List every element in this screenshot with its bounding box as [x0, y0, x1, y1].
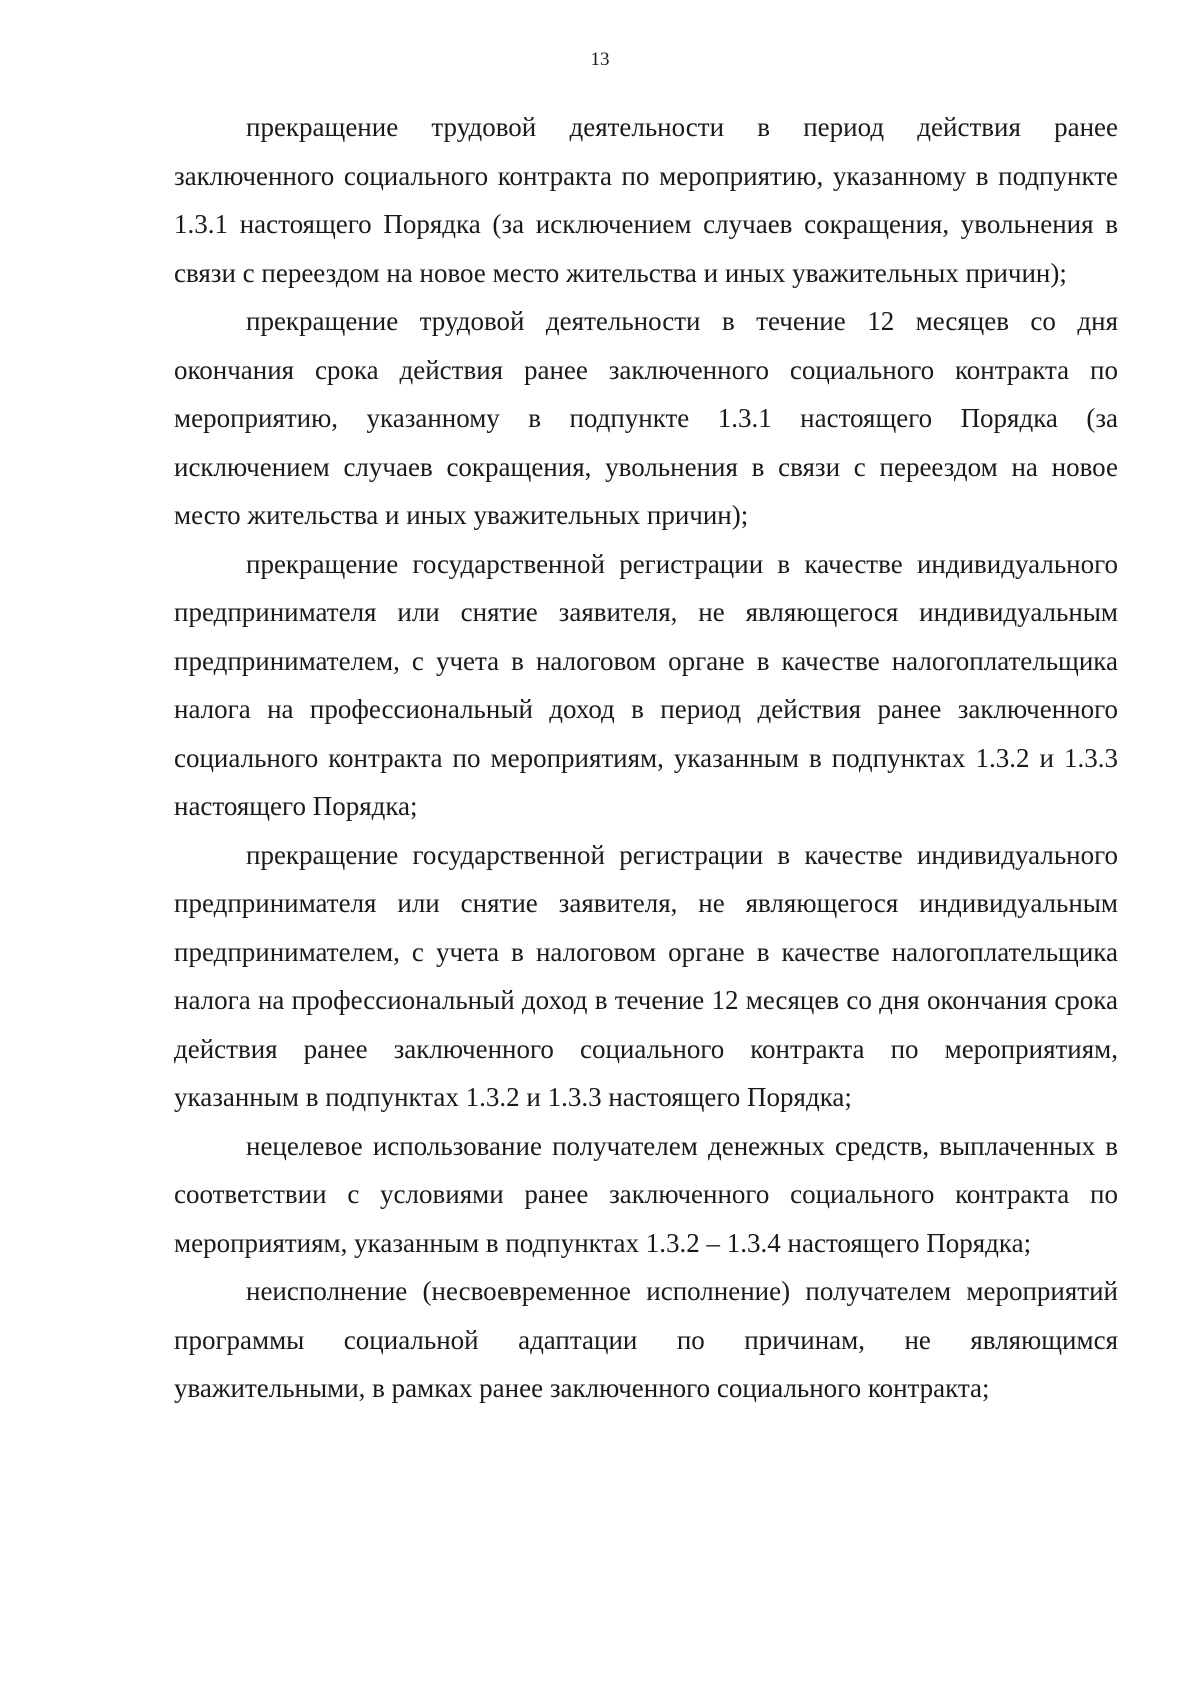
paragraph: прекращение государственной регистрации в качестве индивидуального предпринимателя или снятие заявителя, не являющегося индивидуальным предпринимателем, с учета в налоговом органе в качестве налогоплательщика налога на профессиональный доход в период действия ранее заключенного социального контракта по мероприятиям, указанным в подпунктах 1.3.2 и 1.3.3 настоящего Порядка; — [174, 548, 1118, 821]
page-number: 13 — [590, 49, 610, 70]
paragraph: неисполнение (несвоевременное исполнение) получателем мероприятий программы социальной адаптации по причинам, не являющимся уважительными, в рамках ранее заключенного социального контракта; — [174, 1276, 1118, 1403]
paragraph: прекращение трудовой деятельности в период действия ранее заключенного социального контракта по мероприятию, указанному в подпункте 1.3.1 настоящего Порядка (за исключением случаев сокращения, увольнения в связи с переездом на новое место жительства и иных уважительных причин); — [174, 112, 1118, 288]
paragraph: нецелевое использование получателем денежных средств, выплаченных в соответствии с условиями ранее заключенного социального контракта по мероприятиям, указанным в подпунктах 1.3.2 – 1.3.4 настоящего Порядка; — [174, 1130, 1118, 1258]
paragraph: прекращение трудовой деятельности в течение 12 месяцев со дня окончания срока действия ранее заключенного социального контракта по мероприятию, указанному в подпункте 1.3.1 настоящего Порядка (за исключением случаев сокращения, увольнения в связи с переездом на новое место жительства и иных уважительных причин); — [174, 306, 1118, 530]
paragraph: прекращение государственной регистрации в качестве индивидуального предпринимателя или снятие заявителя, не являющегося индивидуальным предпринимателем, с учета в налоговом органе в качестве налогоплательщика налога на профессиональный доход в течение 12 месяцев со дня окончания срока действия ранее заключенного социального контракта по мероприятиям, указанным в подпунктах 1.3.2 и 1.3.3 настоящего Порядка; — [174, 839, 1118, 1112]
document-body — [174, 103, 1118, 1413]
